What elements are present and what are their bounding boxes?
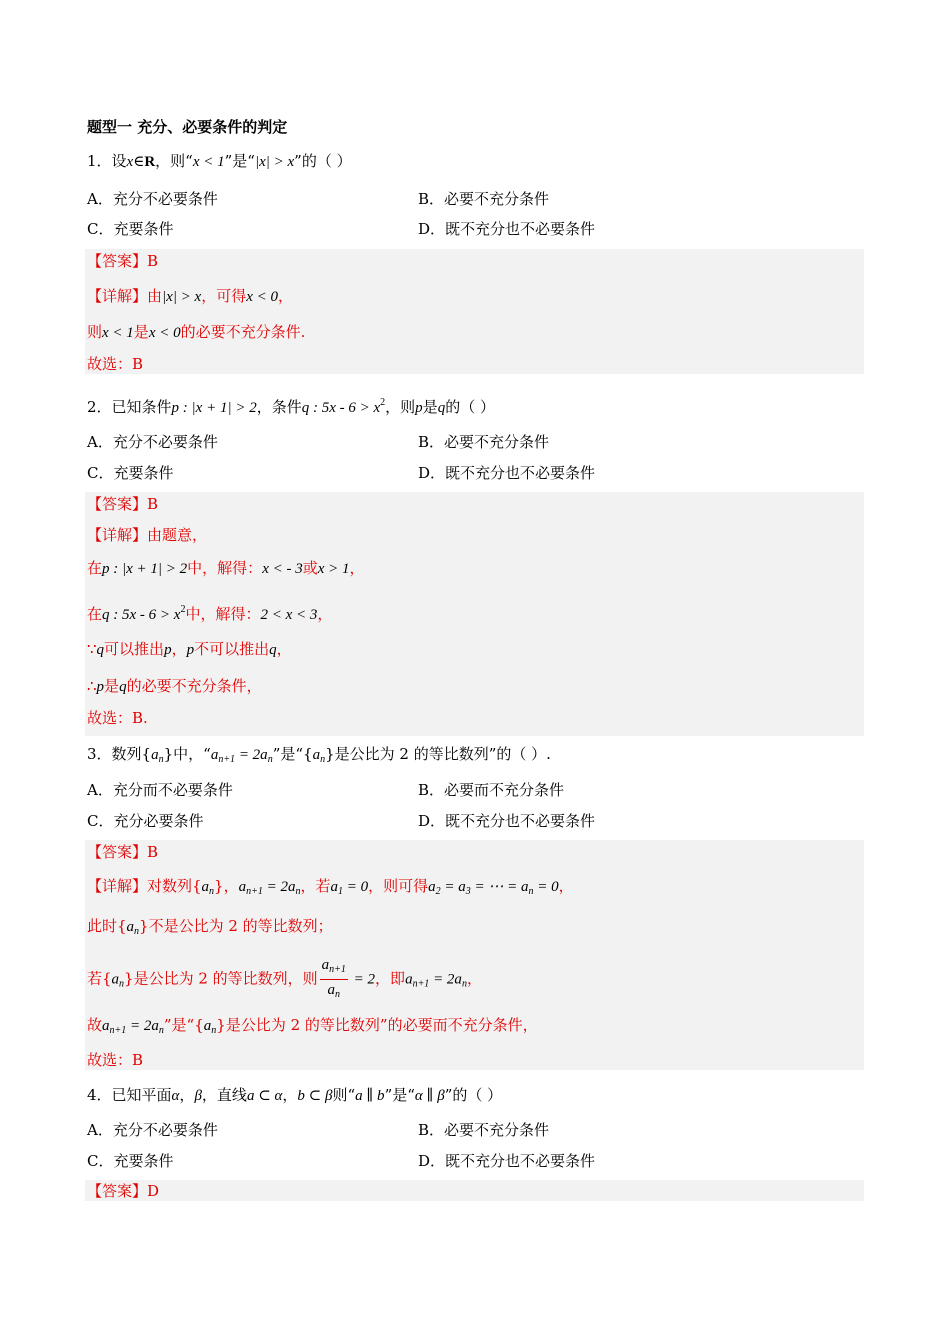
- question-2-detail-line-4: ∵q可以推出p，p不可以推出q，: [87, 640, 292, 658]
- section-title: 题型一 充分、必要条件的判定: [87, 118, 288, 136]
- question-2-option-c: C．充要条件: [87, 464, 174, 482]
- question-1-option-c: C．充要条件: [87, 220, 174, 238]
- question-2-detail-line-3: 在q : $5x - 6 > x^2$中，解得：2 < x < 3，: [87, 604, 333, 623]
- question-2-option-a: A．充分不必要条件: [87, 433, 218, 451]
- question-1-stem: 1．设x∈R，则“x < 1”是“|x| > x”的（ ）: [87, 152, 352, 170]
- question-1-option-b: B．必要不充分条件: [418, 190, 550, 208]
- question-4-option-c: C．充要条件: [87, 1152, 174, 1170]
- question-4-stem: 4．已知平面α，β，直线a ⊂ α，b ⊂ β则“a ∥ b”是“α ∥ β”的（ ）: [87, 1086, 503, 1104]
- question-4-option-b: B．必要不充分条件: [418, 1121, 550, 1139]
- question-3-answer: 【答案】B: [87, 843, 159, 861]
- question-3-detail-line-5: 故选：B: [87, 1051, 144, 1069]
- question-1-detail-line-3: 故选：B: [87, 355, 144, 373]
- question-2-detail-line-5: ∴p是q的必要不充分条件，: [87, 677, 262, 695]
- question-1-detail-line-1: 【详解】由|x| > x，可得x < 0，: [87, 287, 294, 305]
- question-4-answer-box: [85, 1180, 864, 1201]
- question-2-option-d: D．既不充分也不必要条件: [418, 464, 596, 482]
- question-3-detail-line-2: 此时$\{a_n\}$不是公比为 2 的等比数列；: [87, 917, 333, 937]
- question-1-option-d: D．既不充分也不必要条件: [418, 220, 596, 238]
- question-2-detail-line-1: 【详解】由题意，: [87, 526, 208, 544]
- question-4-option-d: D．既不充分也不必要条件: [418, 1152, 596, 1170]
- question-1-option-a: A．充分不必要条件: [87, 190, 218, 208]
- ratio-fraction: $\frac{a_{n+1}}{a_n}$: [321, 957, 346, 1000]
- question-2-answer: 【答案】B: [87, 495, 159, 513]
- question-3-detail-line-4: 故$a_{n+1} = 2a_n$”是“$\{a_n\}$是公比为 2 的等比数列”的必要而不充分条件，: [87, 1016, 538, 1036]
- question-3-option-c: C．充分必要条件: [87, 812, 204, 830]
- question-1-answer: 【答案】B: [87, 252, 159, 270]
- question-3-option-b: B．必要而不充分条件: [418, 781, 565, 799]
- question-2-detail-line-6: 故选：B.: [87, 709, 148, 727]
- question-2-option-b: B．必要不充分条件: [418, 433, 550, 451]
- question-1-answer-box: [85, 249, 864, 374]
- question-4-answer: 【答案】D: [87, 1182, 160, 1200]
- question-3-option-a: A．充分而不必要条件: [87, 781, 233, 799]
- question-2-stem: 2．已知条件p : |x + 1| > 2，条件q : $5x - 6 > x^2$，则p是q的（ ）: [87, 397, 495, 416]
- question-3-option-d: D．既不充分也不必要条件: [418, 812, 596, 830]
- question-3-stem: 3．数列$\{a_n\}$中，“$a_{n+1} = 2a_n$”是“$\{a_n\}$是公比为 2 的等比数列”的（ ）.: [87, 745, 551, 765]
- question-3-detail-line-3: 若$\{a_n\}$是公比为 2 的等比数列，则 $\frac{a_{n+1}}{a_n}$ = 2，即$a_{n+1} = 2a_n$，: [87, 955, 482, 1005]
- question-2-detail-line-2: 在p : |x + 1| > 2中，解得：x < - 3或x > 1，: [87, 559, 365, 577]
- question-1-detail-line-2: 则x < 1是x < 0的必要不充分条件.: [87, 323, 306, 341]
- question-3-detail-line-1: 【详解】对数列$\{a_n\}$，$a_{n+1} = 2a_n$，若$a_1 = 0$，则可得$a_2 = a_3$ = ⋯ = $a_n = 0$，: [87, 877, 574, 897]
- question-4-option-a: A．充分不必要条件: [87, 1121, 218, 1139]
